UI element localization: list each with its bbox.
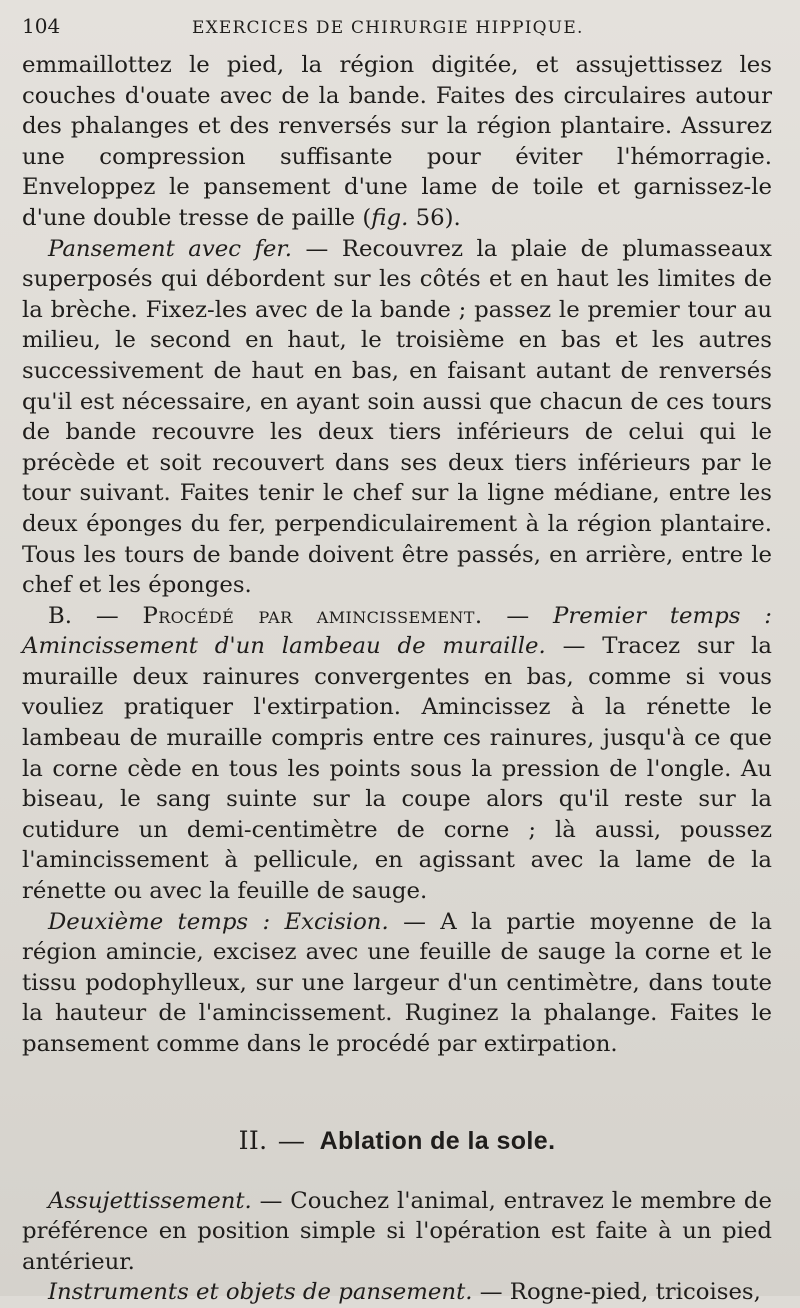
paragraph-procede-amincissement <box>22 601 772 907</box>
section-heading <box>22 1126 772 1156</box>
section-title: Ablation de la sole. <box>319 1126 556 1155</box>
page-number: 104 <box>22 14 61 38</box>
paragraph-text: — Rogne-pied, tricoises, <box>472 1279 761 1306</box>
paragraph-assujettissement <box>22 1186 772 1278</box>
paragraph-text: — Recouvrez la plaie de plumasseaux superposés qui débordent sur les côtés et en haut les limites de la brèche. Fixez-les avec de la bande ; passez le premier tour au milieu, le second en haut, le troisième en bas et les autres successivement de haut en bas, en faisant autant de renversés qu'il est nécessaire, en ayant soin aussi que chacun de ces tours de bande recouvre les deux tiers inférieurs de celui qui le précède et soit recouvert dans ses deux tiers inférieurs par le tour suivant. Faites tenir le chef sur la ligne médiane, entre les deux éponges du fer, perpendiculairement à la région plantaire. Tous les tours de bande doivent être passés, en arrière, entre le chef et les éponges. <box>22 235 772 599</box>
body-text <box>22 50 772 1308</box>
running-title: EXERCICES DE CHIRURGIE HIPPIQUE. <box>192 18 584 38</box>
paragraph-lead: Assujettissement. <box>48 1187 252 1214</box>
paragraph-text: — Tracez sur la muraille deux rainures convergentes en bas, comme si vous vouliez pratiquer l'extirpation. Amincissez à la rénette le lambeau de muraille compris entre ces rainures, jusqu'à ce que la corne cède en tous les points sous la pression de l'ongle. Au biseau, le sang suinte sur la coupe alors qu'il reste sur la cutidure un demi-centimètre de corne ; là aussi, poussez l'amincissement à pellicule, en agissant avec la lame de la rénette ou avec la feuille de sauge. <box>22 633 772 905</box>
figure-reference-label: fig. <box>371 204 409 231</box>
section-dash: — <box>278 1126 305 1155</box>
paragraph-text: — Couchez l'animal, entravez le membre de préférence en position simple si l'opération est faite à un pied antérieur. <box>22 1187 772 1275</box>
paragraph-lead: Pansement avec fer. <box>48 235 293 262</box>
paragraph-excision <box>22 907 772 1060</box>
procedure-heading: Procédé par amincissement. <box>142 602 483 629</box>
paragraph-lead: Premier temps : Amincissement d'un lambeau de muraille. <box>22 602 772 660</box>
paragraph-text: — A la partie moyenne de la région amincie, excisez avec une feuille de sauge la corne et le tissu podophylleux, sur une largeur d'un centimètre, dans toute la hauteur de l'amincissement. Ruginez la phalange. Faites le pansement comme dans le procédé par extirpation. <box>22 908 772 1057</box>
running-header <box>22 14 772 50</box>
heading-dash: — <box>482 602 554 629</box>
paragraph-lead: Deuxième temps : Excision. <box>48 908 389 935</box>
paragraph-instruments <box>22 1277 772 1308</box>
paragraph-pansement-avec-fer <box>22 234 772 601</box>
paragraph-text: emmaillottez le pied, la région digitée, et assujettissez les couches d'ouate avec de la bande. Faites des circulaires autour des phalanges et des renversés sur la région plantaire. Assurez une compression suffisante pour éviter l'hémorragie. Enveloppez le pansement d'une lame de toile et garnissez-le d'une double tresse de paille ( <box>22 52 772 231</box>
paragraph-prefix: B. — <box>48 602 143 629</box>
paragraph-lead: Instruments et objets de pansement. <box>48 1279 473 1306</box>
section-number: II. <box>238 1125 268 1155</box>
figure-reference-number: 56). <box>408 204 461 231</box>
paragraph-bandage-continuation <box>22 50 772 234</box>
